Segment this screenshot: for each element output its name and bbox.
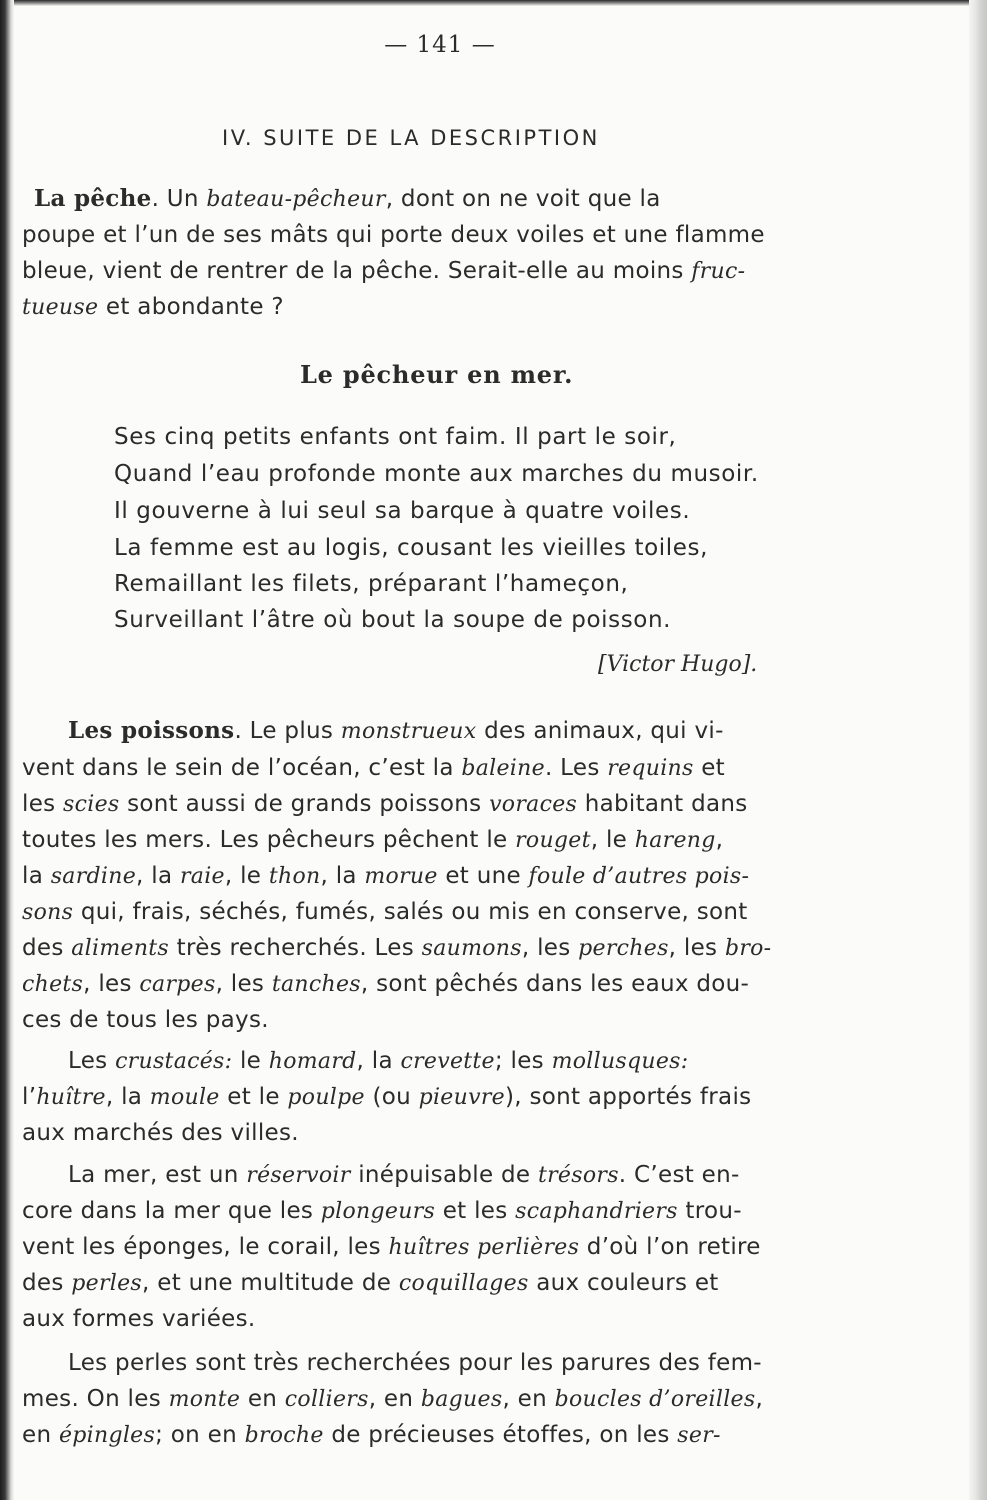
poem-line: La femme est au logis, cousant les vieilles toiles, [114, 535, 709, 561]
sea-line-5: aux formes variées. [22, 1306, 256, 1332]
fish-line-3: les scies sont aussi de grands poissons voraces habitant dans [22, 791, 748, 817]
fish-line-4: toutes les mers. Les pêcheurs pêchent le rouget, le hareng, [22, 827, 724, 853]
pearls-line-2: mes. On les monte en colliers, en bagues, en boucles d’oreilles, [22, 1386, 764, 1412]
fish-line-7: des aliments très recherchés. Les saumons, les perches, les bro- [22, 935, 772, 961]
crust-line-2: l’huître, la moule et le poulpe (ou pieuvre), sont apportés frais [22, 1084, 752, 1110]
sea-line-2: core dans la mer que les plongeurs et les scaphandriers trou- [22, 1198, 742, 1224]
intro-line-1: La pêche. Un bateau-pêcheur, dont on ne voit que la [34, 185, 661, 212]
intro-line-4: tueuse et abondante ? [22, 294, 284, 320]
intro-line-2: poupe et l’un de ses mâts qui porte deux voiles et une flamme [22, 222, 765, 248]
pearls-line-1: Les perles sont très recherchées pour les parures des fem- [68, 1350, 762, 1376]
poem-line: Remaillant les filets, préparant l’hameçon, [114, 571, 629, 597]
pearls-line-3: en épingles; on en broche de précieuses étoffes, on les ser- [22, 1422, 721, 1448]
intro-lead: La pêche [34, 185, 152, 212]
crust-line-1: Les crustacés: le homard, la crevette; les mollusques: [68, 1048, 689, 1074]
poem-line: Il gouverne à lui seul sa barque à quatre voiles. [114, 498, 691, 524]
fish-line-5: la sardine, la raie, le thon, la morue et une foule d’autres pois- [22, 863, 750, 889]
fish-line-1: Les poissons. Le plus monstrueux des animaux, qui vi- [68, 717, 724, 744]
crust-line-3: aux marchés des villes. [22, 1120, 299, 1146]
sea-line-4: des perles, et une multitude de coquillages aux couleurs et [22, 1270, 719, 1296]
fish-lead: Les poissons [68, 717, 235, 744]
intro-line-3: bleue, vient de rentrer de la pêche. Serait-elle au moins fruc- [22, 258, 746, 284]
poem-line: Quand l’eau profonde monte aux marches du musoir. [114, 461, 759, 487]
fish-line-8: chets, les carpes, les tanches, sont pêchés dans les eaux dou- [22, 971, 750, 997]
page-right-edge [969, 0, 987, 1500]
fish-line-6: sons qui, frais, séchés, fumés, salés ou mis en conserve, sont [22, 899, 748, 925]
page-number: — 141 — [384, 32, 496, 58]
poem-line: Surveillant l’âtre où bout la soupe de poisson. [114, 607, 672, 633]
poem-author: [Victor Hugo]. [598, 652, 758, 677]
sea-line-3: vent les éponges, le corail, les huîtres perlières d’où l’on retire [22, 1234, 761, 1260]
fish-line-9: ces de tous les pays. [22, 1007, 269, 1033]
poem-title: Le pêcheur en mer. [300, 360, 574, 389]
fish-line-2: vent dans le sein de l’océan, c’est la baleine. Les requins et [22, 755, 725, 781]
section-title: IV. SUITE DE LA DESCRIPTION [222, 126, 600, 150]
page-binding-shadow [0, 0, 14, 1500]
sea-line-1: La mer, est un réservoir inépuisable de trésors. C’est en- [68, 1162, 740, 1188]
page-top-shadow [0, 0, 987, 6]
poem-line: Ses cinq petits enfants ont faim. Il part le soir, [114, 424, 677, 450]
